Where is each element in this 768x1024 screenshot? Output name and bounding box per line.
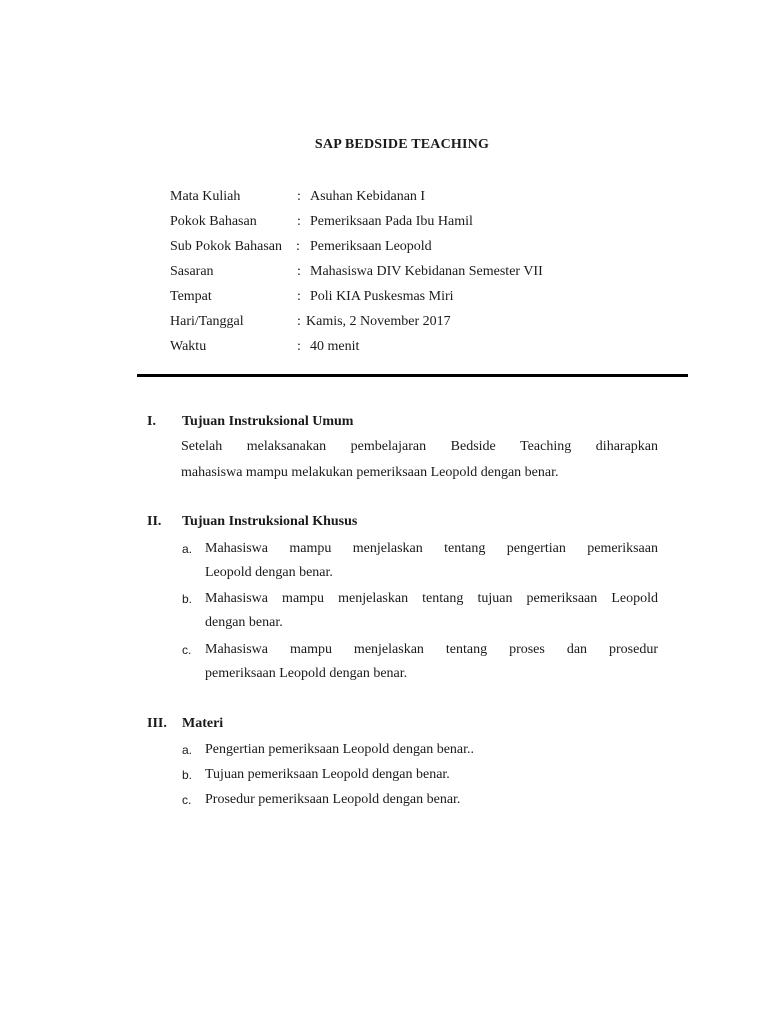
list-item-line: dengan benar.	[205, 615, 283, 630]
info-value: Kamis, 2 November 2017	[306, 314, 451, 329]
info-value: Mahasiswa DIV Kebidanan Semester VII	[310, 264, 543, 279]
horizontal-rule	[137, 374, 688, 377]
list-marker: c.	[182, 793, 192, 807]
list-item-line: pemeriksaan Leopold dengan benar.	[205, 666, 408, 681]
section-title: Tujuan Instruksional Khusus	[182, 514, 358, 529]
info-colon: :	[297, 214, 301, 229]
section-title: Materi	[182, 716, 224, 731]
info-label: Hari/Tanggal	[170, 314, 244, 329]
section-number: I.	[147, 414, 156, 429]
info-colon: :	[297, 189, 301, 204]
info-colon: :	[297, 314, 301, 329]
info-label: Waktu	[170, 339, 207, 354]
info-colon: :	[296, 239, 300, 254]
info-label: Tempat	[170, 289, 212, 304]
list-marker: b.	[182, 592, 193, 606]
info-colon: :	[297, 339, 301, 354]
info-colon: :	[297, 264, 301, 279]
section-number: II.	[147, 514, 162, 529]
paragraph-line: mahasiswa mampu melakukan pemeriksaan Leopold dengan benar.	[181, 465, 559, 480]
info-colon: :	[297, 289, 301, 304]
info-label: Sub Pokok Bahasan	[170, 239, 282, 254]
list-marker: a.	[182, 743, 193, 757]
info-value: 40 menit	[310, 339, 360, 354]
list-item-line: Mahasiswa mampu menjelaskan tentang pengertian pemeriksaan	[205, 541, 658, 556]
info-label: Sasaran	[170, 264, 214, 279]
paragraph-line: Setelah melaksanakan pembelajaran Bedside Teaching diharapkan	[181, 439, 658, 454]
section-number: III.	[147, 716, 167, 731]
document-title: SAP BEDSIDE TEACHING	[314, 137, 490, 152]
list-marker: c.	[182, 643, 192, 657]
list-item-line: Prosedur pemeriksaan Leopold dengan benar.	[205, 792, 461, 807]
section-title: Tujuan Instruksional Umum	[182, 414, 354, 429]
list-item-line: Mahasiswa mampu menjelaskan tentang tujuan pemeriksaan Leopold	[205, 591, 658, 606]
list-item-line: Pengertian pemeriksaan Leopold dengan benar..	[205, 742, 475, 757]
info-value: Pemeriksaan Leopold	[310, 239, 432, 254]
list-item-line: Tujuan pemeriksaan Leopold dengan benar.	[205, 767, 450, 782]
list-item-line: Leopold dengan benar.	[205, 565, 333, 580]
list-item-line: Mahasiswa mampu menjelaskan tentang proses dan prosedur	[205, 642, 658, 657]
info-label: Pokok Bahasan	[170, 214, 257, 229]
info-value: Poli KIA Puskesmas Miri	[310, 289, 454, 304]
list-marker: a.	[182, 542, 193, 556]
info-value: Asuhan Kebidanan I	[310, 189, 426, 204]
list-marker: b.	[182, 768, 193, 782]
info-label: Mata Kuliah	[170, 189, 241, 204]
info-value: Pemeriksaan Pada Ibu Hamil	[310, 214, 473, 229]
